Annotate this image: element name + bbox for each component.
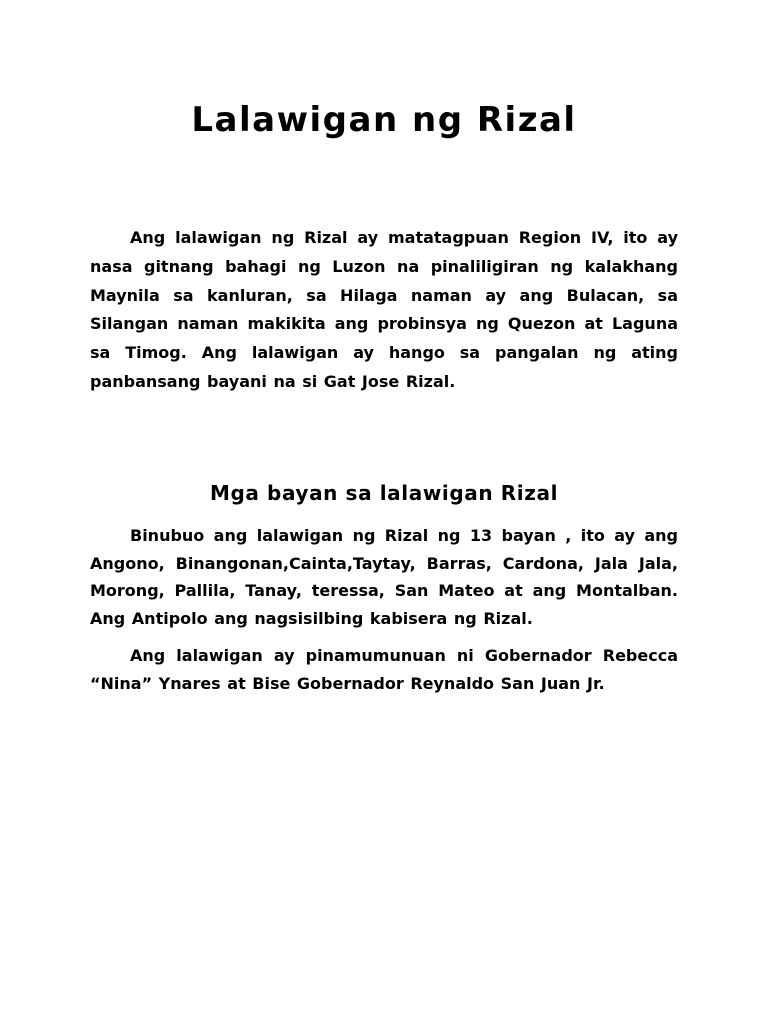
section-heading: Mga bayan sa lalawigan Rizal xyxy=(209,481,559,505)
towns-paragraph: Binubuo ang lalawigan ng Rizal ng 13 bayan , ito ay ang Angono, Binangonan,Cainta,Taytay, Barras, Cardona, Jala Jala, Morong, Pallila, Tanay, teressa, San Mateo at ang Montalban. Ang Antipolo ang nagsisilbing kabisera ng Rizal. xyxy=(90,526,678,628)
governor-paragraph: Ang lalawigan ay pinamumunuan ni Gobernador Rebecca “Nina” Ynares at Bise Gobernador Reynaldo San Juan Jr. xyxy=(90,646,678,693)
page-title: Lalawigan ng Rizal xyxy=(191,100,577,140)
intro-paragraph: Ang lalawigan ng Rizal ay matatagpuan Region IV, ito ay nasa gitnang bahagi ng Luzon na pinaliligiran ng kalakhang Maynila sa kanluran, sa Hilaga naman ay ang Bulacan, sa Silangan naman makikita ang probinsya ng Quezon at Laguna sa Timog. Ang lalawigan ay hango sa pangalan ng ating panbansang bayani na si Gat Jose Rizal. xyxy=(90,228,678,391)
